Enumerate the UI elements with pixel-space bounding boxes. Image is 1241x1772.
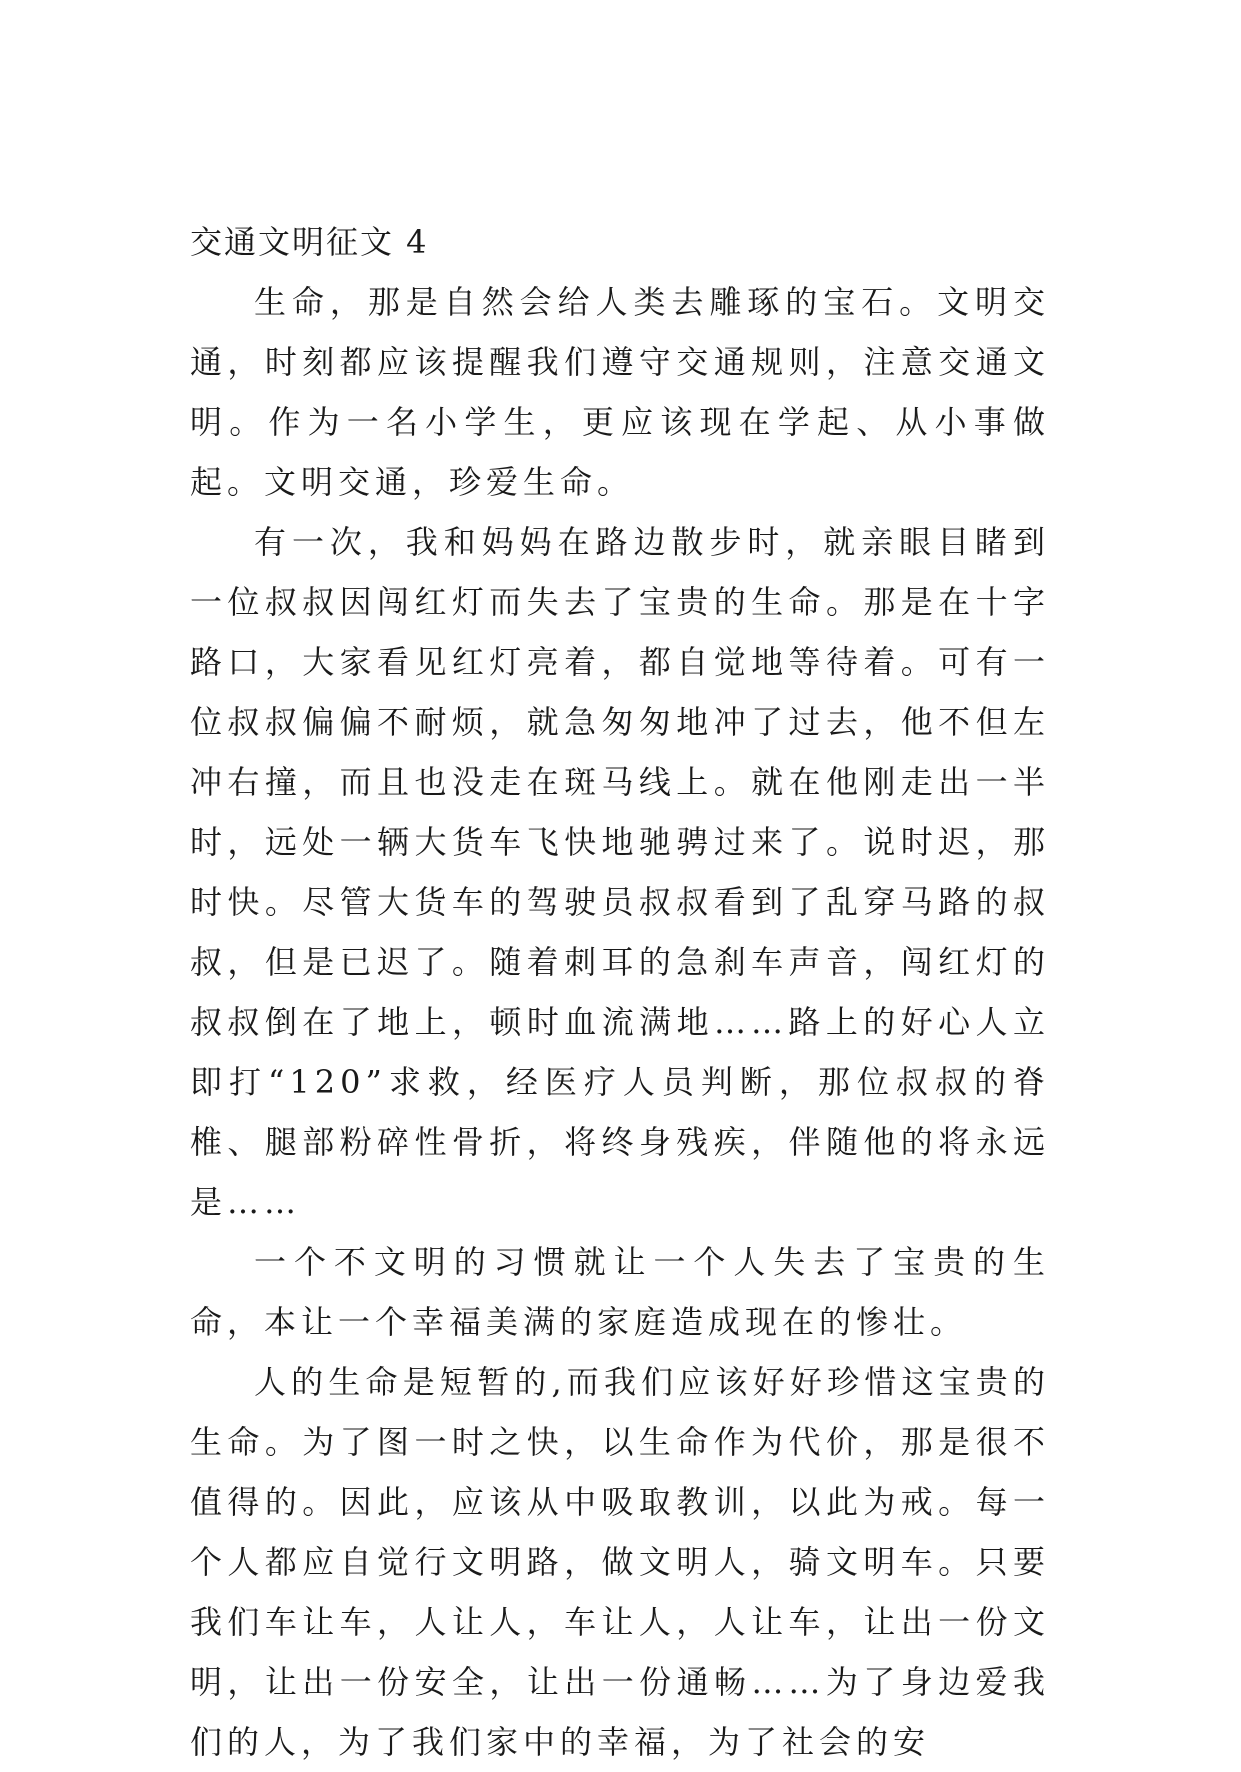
paragraph-2: 有一次，我和妈妈在路边散步时，就亲眼目睹到一位叔叔因闯红灯而失去了宝贵的生命。那是在十字路口，大家看见红灯亮着，都自觉地等待着。可有一位叔叔偏偏不耐烦，就急匆匆地冲了过去，他不但左冲右撞，而且也没走在斑马线上。就在他刚走出一半时，远处一辆大货车飞快地驰骋过来了。说时迟，那时快。尽管大货车的驾驶员叔叔看到了乱穿马路的叔叔，但是已迟了。随着刺耳的急刹车声音，闯红灯的叔叔倒在了地上，顿时血流满地……路上的好心人立即打“120”求救，经医疗人员判断，那位叔叔的脊椎、腿部粉碎性骨折，将终身残疾，伴随他的将永远是…… (190, 523, 1050, 1221)
document-title: 交通文明征文 4 (190, 223, 429, 261)
paragraph-1: 生命，那是自然会给人类去雕琢的宝石。文明交通，时刻都应该提醒我们遵守交通规则，注意交通文明。作为一名小学生，更应该现在学起、从小事做起。文明交通，珍爱生命。 (190, 283, 1050, 501)
paragraph-4: 人的生命是短暂的,而我们应该好好珍惜这宝贵的生命。为了图一时之快，以生命作为代价，那是很不值得的。因此，应该从中吸取教训，以此为戒。每一个人都应自觉行文明路，做文明人，骑文明车。只要我们车让车，人让人，车让人，人让车，让出一份文明，让出一份安全，让出一份通畅……为了身边爱我们的人，为了我们家中的幸福，为了社会的安 (190, 1363, 1050, 1761)
document-page (190, 212, 1050, 1772)
paragraph-3: 一个不文明的习惯就让一个人失去了宝贵的生命，本让一个幸福美满的家庭造成现在的惨壮。 (190, 1243, 1050, 1341)
